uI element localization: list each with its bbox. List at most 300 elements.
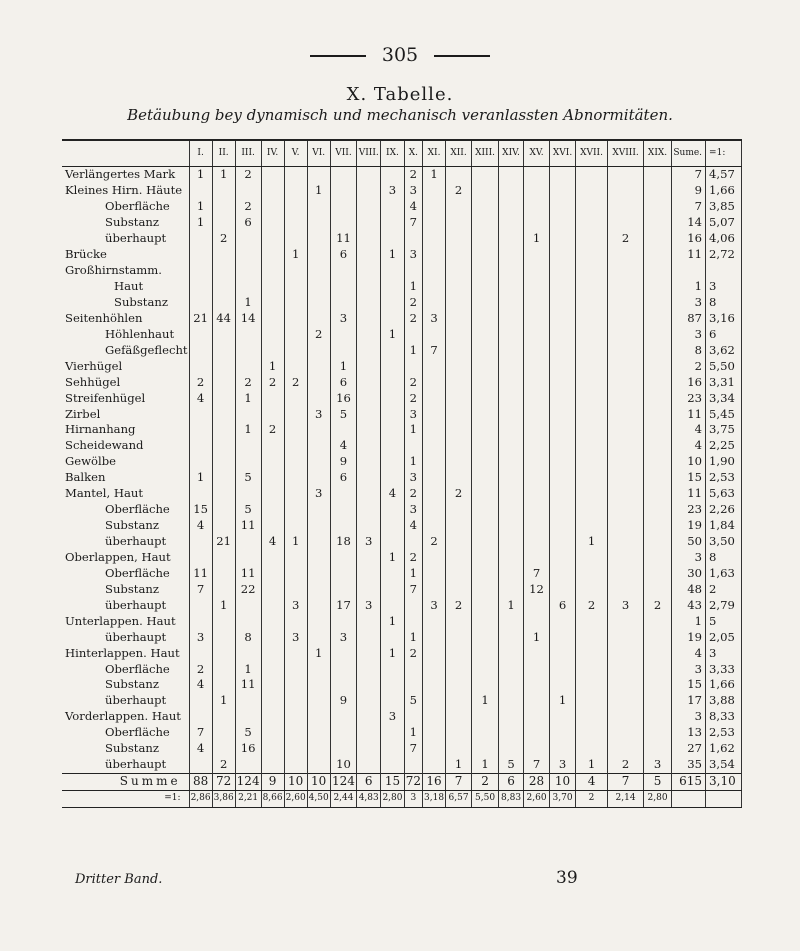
table-cell: [284, 613, 307, 629]
table-cell: [357, 422, 381, 438]
table-cell: [307, 422, 330, 438]
table-cell: [446, 645, 472, 661]
ratio-label: =1:: [62, 790, 189, 807]
table-cell: [189, 279, 212, 295]
table-cell: [357, 167, 381, 183]
table-cell: [576, 629, 608, 645]
table-cell: 5: [235, 725, 261, 741]
table-cell: [576, 709, 608, 725]
table-cell: [672, 263, 706, 279]
table-cell: 7: [672, 199, 706, 215]
table-cell: 2: [404, 486, 422, 502]
row-label: überhaupt: [105, 629, 167, 644]
table-cell: 6: [706, 326, 742, 342]
table-cell: [499, 231, 524, 247]
table-cell: [608, 406, 644, 422]
table-cell: 19: [672, 629, 706, 645]
table-cell: [357, 310, 381, 326]
summe-cell: 2: [472, 773, 499, 790]
table-cell: [550, 342, 576, 358]
ratio-cell: 2,60: [284, 790, 307, 807]
table-cell: 3,88: [706, 693, 742, 709]
table-cell: [404, 263, 422, 279]
table-cell: 8: [706, 550, 742, 566]
table-cell: [189, 422, 212, 438]
table-cell: 1: [472, 757, 499, 773]
table-cell: 2: [608, 757, 644, 773]
column-header: I.: [189, 140, 212, 167]
table-cell: [576, 342, 608, 358]
table-cell: 2: [404, 645, 422, 661]
table-cell: 1: [404, 422, 422, 438]
table-cell: [472, 597, 499, 613]
table-cell: [608, 390, 644, 406]
table-cell: [235, 613, 261, 629]
table-cell: 2,79: [706, 597, 742, 613]
table-cell: 16: [672, 231, 706, 247]
table-cell: 1: [307, 183, 330, 199]
table-cell: [212, 374, 235, 390]
table-cell: 44: [212, 310, 235, 326]
table-cell: [576, 550, 608, 566]
table-cell: [576, 406, 608, 422]
table-cell: 1: [404, 342, 422, 358]
table-cell: [423, 231, 446, 247]
table-cell: [576, 725, 608, 741]
table-cell: [576, 247, 608, 263]
table-cell: [357, 231, 381, 247]
row-label: Brücke: [65, 247, 107, 262]
table-cell: [446, 342, 472, 358]
table-cell: [576, 502, 608, 518]
table-cell: [357, 215, 381, 231]
table-cell: [423, 183, 446, 199]
table-cell: 14: [672, 215, 706, 231]
table-cell: [576, 422, 608, 438]
table-cell: 9: [672, 183, 706, 199]
table-cell: [189, 486, 212, 502]
table-cell: 11: [235, 518, 261, 534]
table-cell: [284, 295, 307, 311]
table-cell: [576, 295, 608, 311]
table-cell: [212, 470, 235, 486]
table-cell: [644, 486, 672, 502]
table-cell: 1: [212, 597, 235, 613]
table-cell: [608, 470, 644, 486]
table-cell: 2,53: [706, 725, 742, 741]
table-cell: 3: [330, 310, 357, 326]
table-cell: 11: [330, 231, 357, 247]
row-label: Substanz: [105, 518, 159, 533]
table-cell: [381, 661, 405, 677]
table-row: [62, 374, 742, 390]
table-cell: 43: [672, 597, 706, 613]
table-cell: [404, 661, 422, 677]
table-cell: 2: [235, 374, 261, 390]
table-cell: [330, 326, 357, 342]
ratio-cell: 2: [576, 790, 608, 807]
table-cell: 4: [330, 438, 357, 454]
table-cell: 1: [261, 358, 284, 374]
table-cell: [472, 581, 499, 597]
table-cell: [423, 550, 446, 566]
table-cell: [330, 550, 357, 566]
table-cell: [357, 661, 381, 677]
table-cell: 7: [404, 215, 422, 231]
column-header: II.: [212, 140, 235, 167]
table-cell: 2: [644, 597, 672, 613]
table-cell: 9: [330, 693, 357, 709]
table-cell: [404, 613, 422, 629]
table-cell: [446, 518, 472, 534]
table-row: [62, 295, 742, 311]
table-cell: 3: [672, 661, 706, 677]
table-cell: [524, 310, 550, 326]
table-cell: [472, 629, 499, 645]
table-cell: [499, 645, 524, 661]
table-cell: 7: [189, 725, 212, 741]
table-cell: 2: [212, 231, 235, 247]
table-cell: [284, 693, 307, 709]
table-cell: [357, 645, 381, 661]
table-cell: [404, 231, 422, 247]
table-cell: [644, 374, 672, 390]
table-cell: [284, 422, 307, 438]
table-row: [62, 757, 742, 773]
row-label: Gewölbe: [65, 454, 117, 469]
table-cell: [550, 247, 576, 263]
table-cell: [576, 565, 608, 581]
table-cell: [330, 295, 357, 311]
ratio-cell: 3,18: [423, 790, 446, 807]
table-cell: [608, 295, 644, 311]
table-cell: 2: [261, 422, 284, 438]
table-cell: [524, 438, 550, 454]
table-cell: [499, 310, 524, 326]
table-row: [62, 390, 742, 406]
table-cell: [472, 263, 499, 279]
table-cell: 1: [499, 597, 524, 613]
table-cell: [423, 565, 446, 581]
table-cell: [446, 693, 472, 709]
row-label: Verlängertes Mark: [65, 167, 176, 182]
table-cell: [261, 565, 284, 581]
table-cell: [423, 390, 446, 406]
table-cell: 2: [576, 597, 608, 613]
table-cell: [576, 454, 608, 470]
table-cell: [524, 709, 550, 725]
summe-cell: 7: [446, 773, 472, 790]
table-cell: 3: [423, 597, 446, 613]
row-label: überhaupt: [105, 597, 167, 612]
table-cell: [212, 358, 235, 374]
table-cell: [472, 741, 499, 757]
table-cell: [212, 581, 235, 597]
table-cell: [330, 581, 357, 597]
row-label: Oberlappen, Haut: [65, 549, 171, 564]
row-label: Oberfläche: [105, 661, 170, 676]
table-cell: [608, 326, 644, 342]
table-cell: 2: [608, 231, 644, 247]
table-cell: 2: [307, 326, 330, 342]
table-cell: [472, 310, 499, 326]
table-cell: [357, 565, 381, 581]
table-cell: [499, 247, 524, 263]
table-cell: [212, 422, 235, 438]
table-cell: [644, 422, 672, 438]
table-cell: [212, 326, 235, 342]
table-cell: [423, 263, 446, 279]
table-cell: [261, 310, 284, 326]
table-cell: 1: [672, 279, 706, 295]
table-cell: 3: [357, 534, 381, 550]
table-cell: [212, 629, 235, 645]
table-cell: 1: [235, 295, 261, 311]
table-cell: [381, 390, 405, 406]
table-cell: [212, 565, 235, 581]
table-cell: [499, 709, 524, 725]
table-cell: [576, 215, 608, 231]
table-cell: [261, 454, 284, 470]
table-row: [62, 725, 742, 741]
summe-cell: 615: [672, 773, 706, 790]
table-cell: 1,62: [706, 741, 742, 757]
table-cell: [524, 661, 550, 677]
table-cell: [576, 390, 608, 406]
table-cell: [212, 725, 235, 741]
ratio-cell: 3,86: [212, 790, 235, 807]
table-cell: [189, 358, 212, 374]
table-cell: 13: [672, 725, 706, 741]
table-cell: [472, 279, 499, 295]
table-cell: [446, 310, 472, 326]
table-cell: [357, 550, 381, 566]
table-cell: 5: [499, 757, 524, 773]
table-cell: [446, 438, 472, 454]
table-cell: [261, 342, 284, 358]
table-cell: 3: [307, 486, 330, 502]
table-cell: [499, 661, 524, 677]
table-cell: [446, 629, 472, 645]
table-cell: [357, 741, 381, 757]
table-cell: 35: [672, 757, 706, 773]
table-cell: 1: [550, 693, 576, 709]
table-cell: 5,07: [706, 215, 742, 231]
table-cell: [499, 534, 524, 550]
table-cell: [644, 342, 672, 358]
table-row: [62, 183, 742, 199]
table-cell: 3: [404, 502, 422, 518]
table-cell: [261, 183, 284, 199]
table-cell: 16: [330, 390, 357, 406]
table-cell: [381, 167, 405, 183]
row-label: Substanz: [105, 581, 159, 596]
table-cell: [381, 741, 405, 757]
column-header: XI.: [423, 140, 446, 167]
table-cell: [550, 231, 576, 247]
table-cell: [381, 677, 405, 693]
table-cell: [307, 167, 330, 183]
table-cell: [212, 502, 235, 518]
table-cell: [499, 295, 524, 311]
table-cell: [499, 422, 524, 438]
table-cell: [307, 295, 330, 311]
table-cell: [423, 326, 446, 342]
table-cell: [212, 390, 235, 406]
ratio-cell: 4,50: [307, 790, 330, 807]
table-cell: [357, 374, 381, 390]
table-cell: 5: [235, 502, 261, 518]
column-header: VI.: [307, 140, 330, 167]
page-number-rule-right: [434, 55, 490, 57]
table-cell: [608, 263, 644, 279]
table-cell: 5,50: [706, 358, 742, 374]
table-cell: [284, 725, 307, 741]
header-label-cell: [62, 140, 189, 167]
table-cell: [423, 693, 446, 709]
table-cell: 1: [189, 215, 212, 231]
table-cell: [357, 263, 381, 279]
table-cell: 7: [524, 757, 550, 773]
table-cell: [212, 613, 235, 629]
table-cell: [423, 247, 446, 263]
table-cell: [550, 326, 576, 342]
row-label: Sehhügel: [65, 374, 121, 389]
table-cell: [212, 342, 235, 358]
table-cell: [307, 374, 330, 390]
table-cell: [212, 183, 235, 199]
table-cell: [499, 390, 524, 406]
table-cell: [472, 199, 499, 215]
table-cell: [608, 279, 644, 295]
table-cell: [189, 326, 212, 342]
table-cell: [608, 358, 644, 374]
table-cell: [576, 326, 608, 342]
row-label: Großhirnstamm.: [65, 263, 162, 278]
table-cell: [357, 183, 381, 199]
table-cell: [576, 741, 608, 757]
table-cell: [423, 199, 446, 215]
row-label: Zirbel: [65, 406, 101, 421]
column-header: IX.: [381, 140, 405, 167]
table-cell: [524, 454, 550, 470]
table-cell: [499, 486, 524, 502]
table-cell: [524, 406, 550, 422]
table-cell: [472, 183, 499, 199]
table-cell: 3: [307, 406, 330, 422]
table-cell: [644, 629, 672, 645]
table-cell: [357, 693, 381, 709]
table-cell: [307, 581, 330, 597]
table-cell: [499, 613, 524, 629]
table-cell: [608, 550, 644, 566]
table-cell: [330, 709, 357, 725]
table-cell: [261, 677, 284, 693]
table-cell: [381, 374, 405, 390]
summe-cell: 124: [332, 774, 355, 789]
table-cell: [212, 709, 235, 725]
table-cell: [550, 199, 576, 215]
table-cell: [472, 358, 499, 374]
row-label: Kleines Hirn. Häute: [65, 183, 183, 198]
table-cell: [307, 390, 330, 406]
table-cell: [446, 677, 472, 693]
table-cell: [423, 358, 446, 374]
table-cell: [446, 326, 472, 342]
table-cell: [261, 725, 284, 741]
table-cell: 1,66: [706, 183, 742, 199]
summe-cell: 16: [423, 773, 446, 790]
table-cell: [381, 438, 405, 454]
table-cell: 1,66: [706, 677, 742, 693]
row-label: Seitenhöhlen: [65, 310, 143, 325]
table-cell: [307, 709, 330, 725]
table-cell: [235, 534, 261, 550]
table-cell: [261, 550, 284, 566]
table-row: [62, 167, 742, 183]
table-cell: 2,26: [706, 502, 742, 518]
table-cell: 2: [284, 374, 307, 390]
row-label: Oberfläche: [105, 565, 170, 580]
table-cell: 3: [284, 629, 307, 645]
table-cell: [284, 183, 307, 199]
table-cell: [644, 263, 672, 279]
table-cell: 3: [608, 597, 644, 613]
row-label: Oberfläche: [105, 725, 170, 740]
column-header: XIX.: [644, 140, 672, 167]
summe-cell: 72: [212, 773, 235, 790]
ratio-cell: 2,80: [381, 790, 405, 807]
table-cell: [381, 342, 405, 358]
table-cell: [608, 342, 644, 358]
table-row: [62, 645, 742, 661]
table-cell: [261, 757, 284, 773]
table-cell: [608, 741, 644, 757]
table-cell: 11: [235, 677, 261, 693]
table-cell: [472, 247, 499, 263]
table-cell: [499, 358, 524, 374]
table-cell: [330, 741, 357, 757]
table-row: [62, 581, 742, 597]
table-cell: 4: [261, 534, 284, 550]
table-cell: [189, 709, 212, 725]
table-cell: [576, 199, 608, 215]
table-cell: [644, 581, 672, 597]
table-row: [62, 215, 742, 231]
table-cell: 21: [212, 534, 235, 550]
table-cell: [235, 597, 261, 613]
table-cell: [550, 215, 576, 231]
table-cell: 3: [330, 629, 357, 645]
table-cell: [446, 661, 472, 677]
table-cell: 12: [524, 581, 550, 597]
table-cell: [212, 645, 235, 661]
table-cell: [576, 167, 608, 183]
table-cell: [381, 199, 405, 215]
table-cell: 18: [330, 534, 357, 550]
table-cell: [189, 263, 212, 279]
table-cell: [284, 645, 307, 661]
table-cell: [261, 406, 284, 422]
table-cell: [472, 677, 499, 693]
table-cell: [307, 502, 330, 518]
table-cell: 8: [235, 629, 261, 645]
table-cell: 23: [672, 502, 706, 518]
table-cell: [381, 518, 405, 534]
table-cell: 1: [381, 247, 405, 263]
table-cell: [446, 422, 472, 438]
table-cell: [644, 677, 672, 693]
